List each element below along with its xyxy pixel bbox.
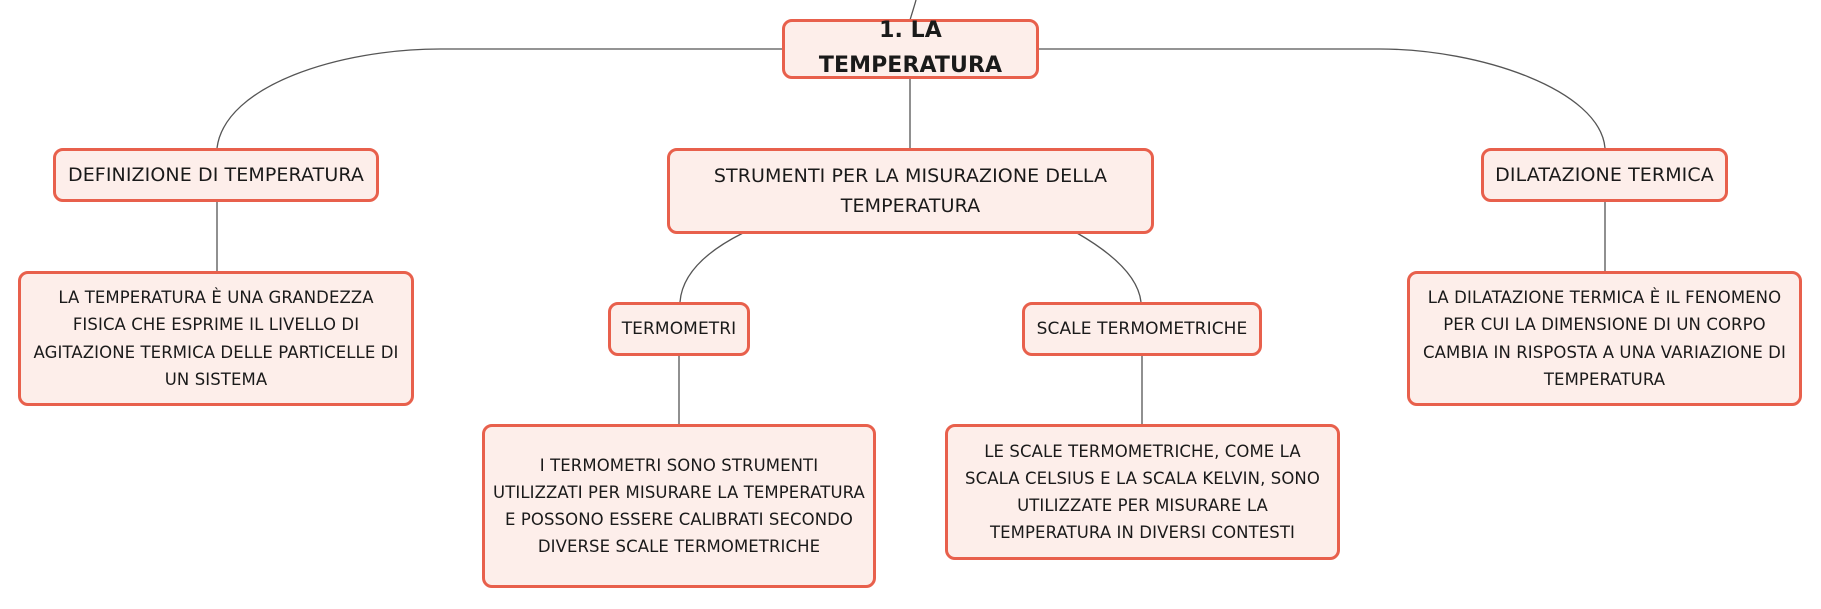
connector-strumenti-scale bbox=[1077, 233, 1141, 302]
node-scale-detail-text: LE SCALE TERMOMETRICHE, COME LA SCALA CELSIUS E LA SCALA KELVIN, SONO UTILIZZATE PER MISURARE LA TEMPERATURA IN DIVERSI CONTESTI bbox=[965, 441, 1320, 543]
node-dilatazione-detail-text: LA DILATAZIONE TERMICA È IL FENOMENO PER CUI LA DIMENSIONE DI UN CORPO CAMBIA IN RISPOSTA A UNA VARIAZIONE DI TEMPERATURA bbox=[1423, 288, 1786, 389]
node-scale[interactable] bbox=[1022, 302, 1262, 356]
node-strumenti-label: STRUMENTI PER LA MISURAZIONE DELLA TEMPERATURA bbox=[713, 164, 1108, 217]
node-definizione-detail[interactable] bbox=[18, 271, 414, 406]
connector-root-dilatazione bbox=[1038, 49, 1605, 148]
node-definizione-label: DEFINIZIONE DI TEMPERATURA bbox=[67, 163, 365, 186]
node-scale-label: SCALE TERMOMETRICHE bbox=[1036, 318, 1248, 339]
connector-strumenti-termometri bbox=[680, 233, 743, 302]
node-dilatazione-label: DILATAZIONE TERMICA bbox=[1495, 163, 1714, 186]
node-termometri-label: TERMOMETRI bbox=[621, 318, 737, 339]
connector-root-definizione bbox=[217, 49, 783, 148]
node-scale-detail[interactable] bbox=[945, 424, 1340, 560]
node-dilatazione[interactable] bbox=[1481, 148, 1728, 202]
node-root-label: 1. LA TEMPERATURA bbox=[818, 18, 1003, 78]
node-strumenti[interactable] bbox=[667, 148, 1154, 234]
node-definizione-detail-text: LA TEMPERATURA È UNA GRANDEZZA FISICA CHE ESPRIME IL LIVELLO DI AGITAZIONE TERMICA DELLE PARTICELLE DI UN SISTEMA bbox=[33, 288, 399, 389]
node-root[interactable] bbox=[782, 19, 1039, 79]
node-termometri[interactable] bbox=[608, 302, 750, 356]
node-dilatazione-detail[interactable] bbox=[1407, 271, 1802, 406]
node-termometri-detail-text: I TERMOMETRI SONO STRUMENTI UTILIZZATI PER MISURARE LA TEMPERATURA E POSSONO ESSERE CALIBRATI SECONDO DIVERSE SCALE TERMOMETRICHE bbox=[493, 455, 865, 557]
node-definizione[interactable] bbox=[53, 148, 379, 202]
node-termometri-detail[interactable] bbox=[482, 424, 876, 588]
